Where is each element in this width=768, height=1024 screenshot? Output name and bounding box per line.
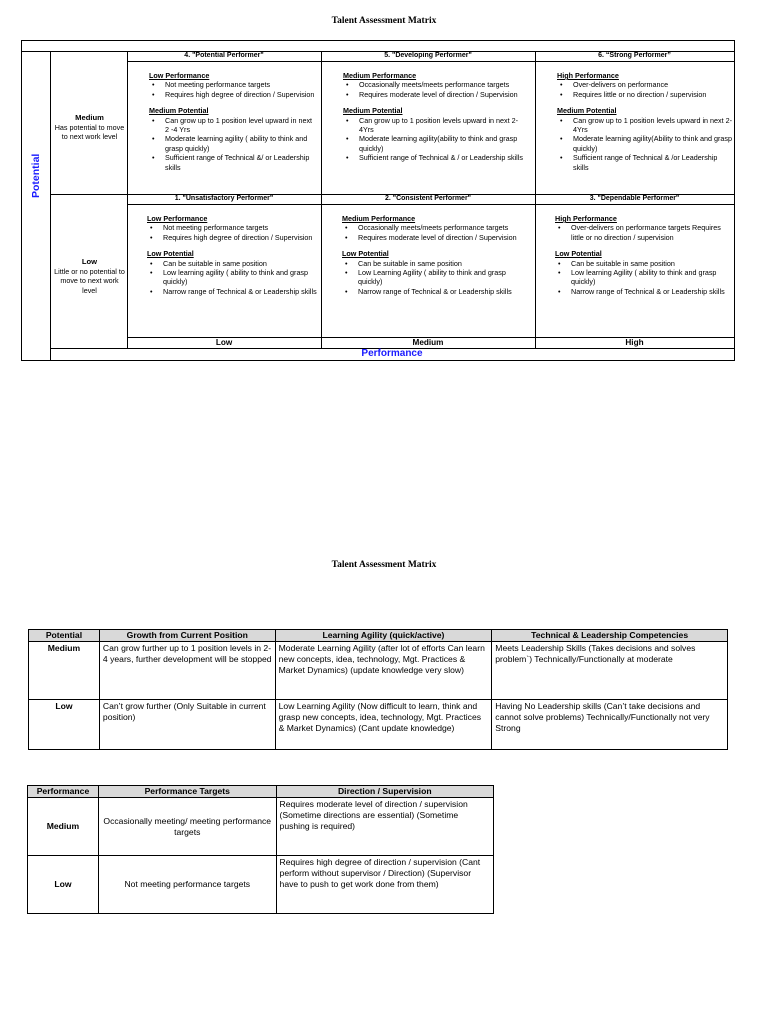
row-label-medium: Medium Has potential to move to next work level — [54, 113, 125, 141]
list-item: • Not meeting performance targets — [163, 223, 317, 232]
column-header: Technical & Leadership Competencies — [492, 630, 728, 642]
table-row — [29, 642, 728, 700]
list-item: • Requires little or no direction / supervision — [573, 90, 732, 99]
talent-matrix — [21, 40, 735, 361]
row-label-low: Low Little or no potential to move to next work level — [54, 257, 125, 295]
potential-title: Low Potential — [147, 249, 194, 259]
performance-title: Medium Performance — [342, 214, 416, 223]
list-item: • Narrow range of Technical & or Leadership skills — [571, 287, 732, 296]
table-header-row — [29, 630, 728, 642]
column-header: Potential — [29, 630, 100, 642]
potential-list — [342, 259, 531, 297]
page-title: Talent Assessment Matrix — [331, 16, 437, 26]
list-item: • Over-delivers on performance — [573, 80, 732, 89]
list-item: • Moderate learning agility(ability to think and grasp quickly) — [359, 134, 531, 153]
row-label: Low — [29, 700, 100, 750]
spacer — [343, 99, 531, 106]
list-item: • Can be suitable in same position — [358, 259, 531, 268]
performance-list — [555, 223, 732, 242]
column-header: Performance — [28, 786, 99, 798]
performance-list — [149, 80, 317, 99]
row-label: Medium — [28, 798, 99, 856]
list-item: • Narrow range of Technical & or Leadership skills — [163, 287, 317, 296]
potential-title: Low Potential — [555, 249, 602, 259]
matrix-cell — [149, 71, 317, 172]
performance-level-medium: Medium — [412, 338, 444, 347]
performance-list — [343, 80, 531, 99]
column-header: Learning Agility (quick/active) — [275, 630, 492, 642]
cell-heading: 6. “Strong Performer” — [598, 52, 671, 59]
list-item: • Low learning Agility ( ability to think and grasp quickly) — [571, 268, 732, 287]
cell-heading: 4. "Potential Performer" — [184, 52, 264, 59]
table-header-row — [28, 786, 494, 798]
list-item: • Can be suitable in same position — [163, 259, 317, 268]
grid-line — [127, 61, 734, 62]
table-row — [28, 798, 494, 856]
table-cell: Can’t grow further (Only Suitable in current position) — [99, 700, 275, 750]
list-item: • Requires high degree of direction / Supervision — [163, 233, 317, 242]
list-item: • Sufficient range of Technical & / or Leadership skills — [359, 153, 531, 162]
performance-title: Low Performance — [149, 71, 210, 80]
performance-list — [147, 223, 317, 242]
cell-heading: 5. "Developing Performer" — [384, 52, 472, 59]
list-item: • Can grow up to 1 position levels upward in next 2-4Yrs — [359, 116, 531, 135]
column-header: Direction / Supervision — [276, 786, 493, 798]
table-cell: Having No Leadership skills (Can’t take decisions and cannot solve problems) Technically/Functionally not very Strong — [492, 700, 728, 750]
potential-list — [555, 259, 732, 297]
performance-title: Medium Performance — [343, 71, 417, 80]
list-item: • Not meeting performance targets — [165, 80, 317, 89]
spacer — [555, 242, 732, 249]
spacer — [149, 99, 317, 106]
performance-title: High Performance — [555, 214, 617, 223]
potential-title: Medium Potential — [343, 106, 403, 116]
row-label: Medium — [29, 642, 100, 700]
list-item: • Narrow range of Technical & or Leadership skills — [358, 287, 531, 296]
cell-heading: 1. "Unsatisfactory Performer" — [174, 195, 274, 202]
potential-list — [149, 116, 317, 172]
potential-list — [343, 116, 531, 163]
spacer — [342, 242, 531, 249]
table-cell: Not meeting performance targets — [98, 856, 276, 914]
potential-list — [557, 116, 732, 172]
performance-level-low: Low — [215, 338, 233, 347]
list-item: • Occasionally meets/meets performance targets — [359, 80, 531, 89]
list-item: • Moderate learning agility ( ability to think and grasp quickly) — [165, 134, 317, 153]
list-item: • Requires moderate level of direction / Supervision — [358, 233, 531, 242]
cell-heading: 3. "Dependable Performer" — [589, 195, 680, 202]
table-cell: Meets Leadership Skills (Takes decisions and solves problem`) Technically/Functionally at moderate — [492, 642, 728, 700]
performance-list — [557, 80, 732, 99]
list-item: • Requires high degree of direction / Supervision — [165, 90, 317, 99]
row-label: Low — [28, 856, 99, 914]
performance-level-high: High — [625, 338, 644, 347]
matrix-cell — [342, 214, 531, 296]
list-item: • Requires moderate level of direction / Supervision — [359, 90, 531, 99]
page-title: Talent Assessment Matrix — [331, 560, 437, 570]
list-item: • Low learning agility ( ability to think and grasp quickly) — [163, 268, 317, 287]
performance-title: High Performance — [557, 71, 619, 80]
matrix-cell — [557, 71, 732, 172]
list-item: • Over-delivers on performance targets Requires little or no direction / supervision — [571, 223, 732, 242]
column-header: Performance Targets — [98, 786, 276, 798]
potential-title: Low Potential — [342, 249, 389, 259]
matrix-cell — [147, 214, 317, 296]
table-cell: Can grow further up to 1 position levels in 2-4 years, further development will be stopped — [99, 642, 275, 700]
matrix-cell — [343, 71, 531, 163]
x-axis-label: Performance — [361, 348, 423, 359]
cell-heading: 2. "Consistent Performer" — [385, 195, 471, 202]
performance-title: Low Performance — [147, 214, 208, 223]
grid-line — [50, 51, 51, 360]
potential-title: Medium Potential — [149, 106, 209, 116]
list-item: • Can be suitable in same position — [571, 259, 732, 268]
performance-list — [342, 223, 531, 242]
table-cell: Moderate Learning Agility (after lot of efforts Can learn new concepts, idea, technology, Mgt. Practices & Market Dynamics) (update knowledge very slow) — [275, 642, 492, 700]
table-row — [29, 700, 728, 750]
potential-title: Medium Potential — [557, 106, 617, 116]
table-cell: Occasionally meeting/ meeting performance targets — [98, 798, 276, 856]
matrix-cell — [555, 214, 732, 296]
potential-list — [147, 259, 317, 297]
potential-table — [28, 629, 728, 750]
list-item: • Low Learning Agility ( ability to think and grasp quickly) — [358, 268, 531, 287]
table-cell: Low Learning Agility (Now difficult to learn, think and grasp new concepts, idea, technology, Mgt. Practices & Market Dynamics) (Cant update knowledge) — [275, 700, 492, 750]
list-item: • Moderate learning agility(Ability to think and grasp quickly) — [573, 134, 732, 153]
grid-line — [127, 204, 734, 205]
list-item: • Can grow up to 1 position level upward in next 2 -4 Yrs — [165, 116, 317, 135]
list-item: • Occasionally meets/meets performance targets — [358, 223, 531, 232]
list-item: • Sufficient range of Technical &/ or Leadership skills — [165, 153, 317, 172]
y-axis-label: Potential — [30, 153, 42, 198]
column-header: Growth from Current Position — [99, 630, 275, 642]
table-row — [28, 856, 494, 914]
table-cell: Requires high degree of direction / supervision (Cant perform without supervisor / Direction) (Supervisor have to push to get work done from them) — [276, 856, 493, 914]
list-item: • Sufficient range of Technical & /or Leadership skills — [573, 153, 732, 172]
spacer — [557, 99, 732, 106]
table-cell: Requires moderate level of direction / supervision (Sometime directions are essential) (Sometime pushing is required) — [276, 798, 493, 856]
list-item: • Can grow up to 1 position levels upward in next 2-4Yrs — [573, 116, 732, 135]
performance-table — [27, 785, 494, 914]
spacer — [147, 242, 317, 249]
